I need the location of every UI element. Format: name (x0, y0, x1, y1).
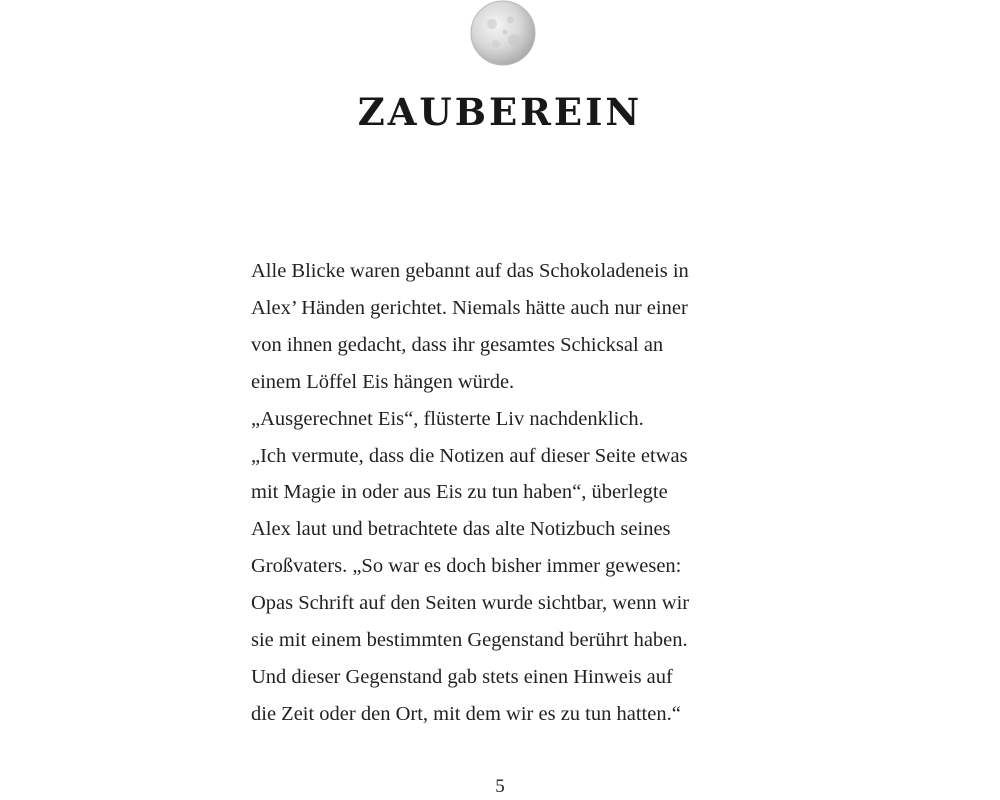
text-line: Alex’ Händen gerichtet. Niemals hätte auch nur einer (251, 296, 688, 319)
text-line: Alex laut und betrachtete das alte Notizbuch seines (251, 518, 671, 541)
text-line: Alle Blicke waren gebannt auf das Schokoladeneis in (251, 260, 689, 282)
text-line: „Ich vermute, dass die Notizen auf dieser Seite etwas (251, 444, 688, 467)
text-line: Opas Schrift auf den Seiten wurde sichtbar, wenn wir (251, 592, 690, 615)
text-line: sie mit einem bestimmten Gegenstand berührt haben. (251, 629, 688, 652)
text-line: Großvaters. „So war es doch bisher immer gewesen: (251, 555, 682, 578)
text-line: mit Magie in oder aus Eis zu tun haben“, überlegte (251, 481, 668, 504)
text-line: „Ausgerechnet Eis“, flüsterte Liv nachdenklich. (251, 407, 644, 430)
chapter-title: ZAUBEREIN (357, 90, 643, 134)
moon-icon (470, 0, 536, 66)
text-line: die Zeit oder den Ort, mit dem wir es zu tun hatten.“ (251, 702, 681, 725)
text-line: von ihnen gedacht, dass ihr gesamtes Schicksal an (251, 333, 664, 356)
body-text (251, 253, 811, 733)
text-line: Und dieser Gegenstand gab stets einen Hinweis auf (251, 665, 673, 688)
page-number: 5 (495, 776, 505, 797)
text-line: einem Löffel Eis hängen würde. (251, 370, 515, 393)
